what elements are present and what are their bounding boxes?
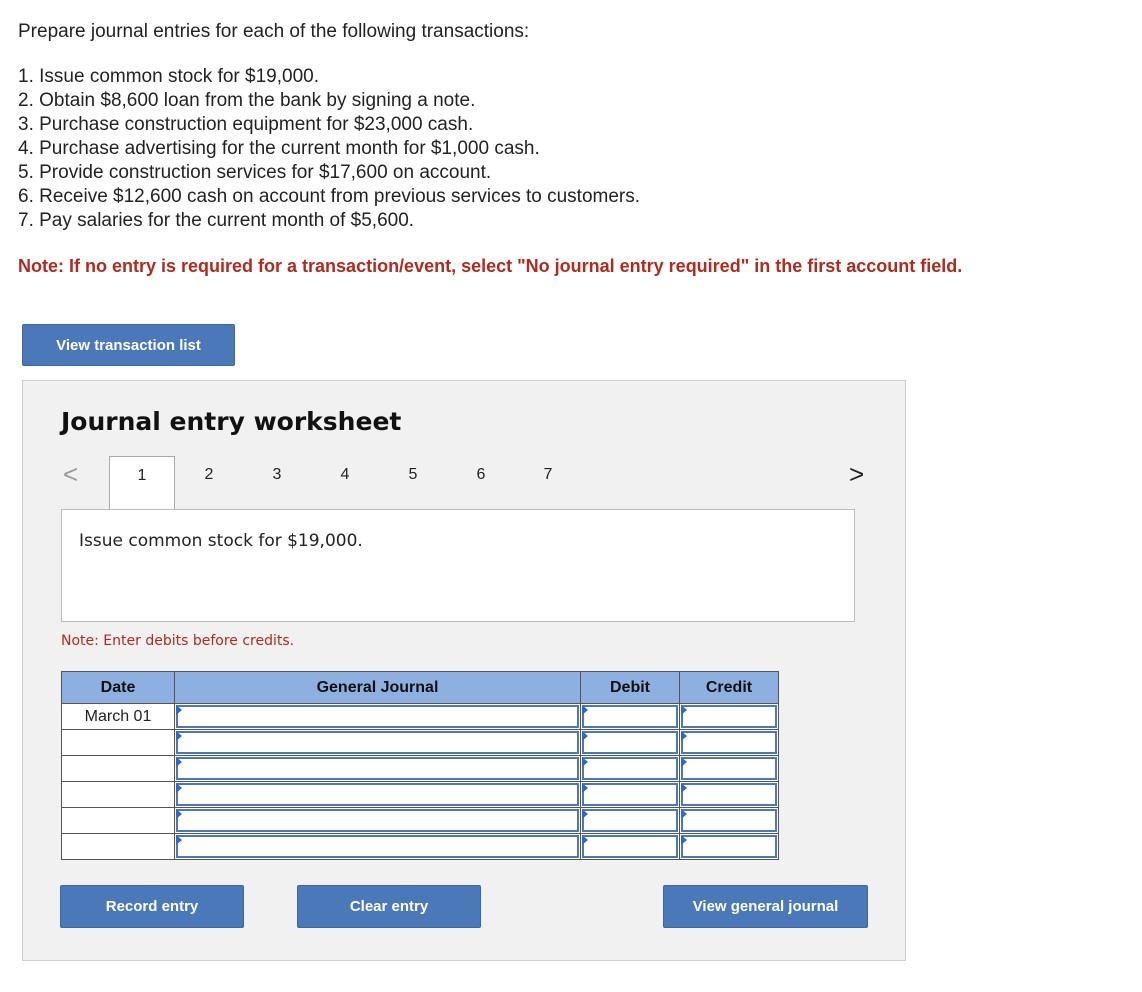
transaction-description-box <box>61 509 855 622</box>
transaction-item: 2. Obtain $8,600 loan from the bank by signing a note. <box>18 90 476 111</box>
transaction-description: Issue common stock for $19,000. <box>79 531 363 551</box>
view-general-journal-button[interactable]: View general journal <box>663 885 868 928</box>
account-cell[interactable] <box>175 756 581 782</box>
tab-3[interactable]: 3 <box>272 466 282 483</box>
debit-input[interactable] <box>582 731 678 754</box>
transaction-item: 4. Purchase advertising for the current month for $1,000 cash. <box>18 138 540 159</box>
table-row <box>62 782 779 808</box>
credit-input[interactable] <box>681 731 777 754</box>
credit-input[interactable] <box>681 809 777 832</box>
account-cell[interactable] <box>175 730 581 756</box>
input-marker-icon <box>582 835 588 845</box>
table-row <box>62 756 779 782</box>
input-marker-icon <box>582 783 588 793</box>
transaction-item: 6. Receive $12,600 cash on account from previous services to customers. <box>18 186 641 207</box>
transaction-item: 7. Pay salaries for the current month of $5,600. <box>18 210 415 231</box>
input-marker-icon <box>681 731 687 741</box>
general-journal-header: General Journal <box>175 672 581 704</box>
account-select[interactable] <box>176 731 579 754</box>
instructions <box>18 20 640 233</box>
dropdown-marker-icon <box>176 809 182 819</box>
input-marker-icon <box>582 705 588 715</box>
table-row <box>62 808 779 834</box>
transaction-item: 1. Issue common stock for $19,000. <box>18 66 319 87</box>
input-marker-icon <box>582 757 588 767</box>
input-marker-icon <box>681 783 687 793</box>
tab-6[interactable]: 6 <box>476 466 486 483</box>
credit-cell[interactable] <box>680 756 779 782</box>
date-cell <box>62 782 175 808</box>
account-cell[interactable] <box>175 808 581 834</box>
credit-input[interactable] <box>681 835 777 858</box>
instructions-title: Prepare journal entries for each of the following transactions: <box>18 21 530 42</box>
credit-input[interactable] <box>681 705 777 728</box>
transaction-item: 5. Provide construction services for $17,600 on account. <box>18 162 492 183</box>
dropdown-marker-icon <box>176 705 182 715</box>
credit-cell[interactable] <box>680 704 779 730</box>
credit-input[interactable] <box>681 783 777 806</box>
account-cell[interactable] <box>175 834 581 860</box>
account-select[interactable] <box>176 757 579 780</box>
debit-input[interactable] <box>582 757 678 780</box>
credit-cell[interactable] <box>680 782 779 808</box>
account-select[interactable] <box>176 835 579 858</box>
dropdown-marker-icon <box>176 757 182 767</box>
dropdown-marker-icon <box>176 783 182 793</box>
table-row <box>62 704 779 730</box>
debit-input[interactable] <box>582 835 678 858</box>
input-marker-icon <box>681 809 687 819</box>
no-entry-note: Note: If no entry is required for a transaction/event, select "No journal entry required" in the first account field. <box>18 256 963 276</box>
journal-table <box>61 671 779 860</box>
worksheet-title: Journal entry worksheet <box>61 407 402 436</box>
dropdown-marker-icon <box>176 835 182 845</box>
journal-worksheet-panel <box>22 380 906 961</box>
debit-cell[interactable] <box>581 756 680 782</box>
credit-cell[interactable] <box>680 808 779 834</box>
tab-7[interactable]: 7 <box>543 466 553 483</box>
account-cell[interactable] <box>175 782 581 808</box>
table-row <box>62 730 779 756</box>
clear-entry-button[interactable]: Clear entry <box>297 885 481 928</box>
input-marker-icon <box>681 835 687 845</box>
debit-header: Debit <box>581 672 680 704</box>
debit-cell[interactable] <box>581 704 680 730</box>
debit-input[interactable] <box>582 705 678 728</box>
record-entry-button[interactable]: Record entry <box>60 885 244 928</box>
date-header: Date <box>62 672 175 704</box>
table-row <box>62 834 779 860</box>
account-select[interactable] <box>176 783 579 806</box>
credit-cell[interactable] <box>680 834 779 860</box>
date-cell: March 01 <box>62 704 175 730</box>
dropdown-marker-icon <box>176 731 182 741</box>
date-cell <box>62 756 175 782</box>
credit-input[interactable] <box>681 757 777 780</box>
account-cell[interactable] <box>175 704 581 730</box>
debit-input[interactable] <box>582 809 678 832</box>
credit-header: Credit <box>680 672 779 704</box>
input-marker-icon <box>681 705 687 715</box>
tab-1[interactable]: 1 <box>109 456 175 510</box>
debit-cell[interactable] <box>581 834 680 860</box>
prev-arrow-icon[interactable]: < <box>63 459 79 489</box>
date-cell <box>62 808 175 834</box>
debit-cell[interactable] <box>581 808 680 834</box>
account-select[interactable] <box>176 809 579 832</box>
date-cell <box>62 834 175 860</box>
input-marker-icon <box>681 757 687 767</box>
transaction-list <box>18 65 640 233</box>
debits-note: Note: Enter debits before credits. <box>61 633 295 649</box>
tab-2[interactable]: 2 <box>204 466 214 483</box>
tab-5[interactable]: 5 <box>408 466 418 483</box>
transaction-item: 3. Purchase construction equipment for $23,000 cash. <box>18 114 474 135</box>
next-arrow-icon[interactable]: > <box>849 459 865 489</box>
input-marker-icon <box>582 809 588 819</box>
tab-4[interactable]: 4 <box>340 466 350 483</box>
debit-input[interactable] <box>582 783 678 806</box>
debit-cell[interactable] <box>581 730 680 756</box>
view-transaction-list-button[interactable]: View transaction list <box>22 324 235 366</box>
account-select[interactable] <box>176 705 579 728</box>
debit-cell[interactable] <box>581 782 680 808</box>
date-cell <box>62 730 175 756</box>
input-marker-icon <box>582 731 588 741</box>
credit-cell[interactable] <box>680 730 779 756</box>
